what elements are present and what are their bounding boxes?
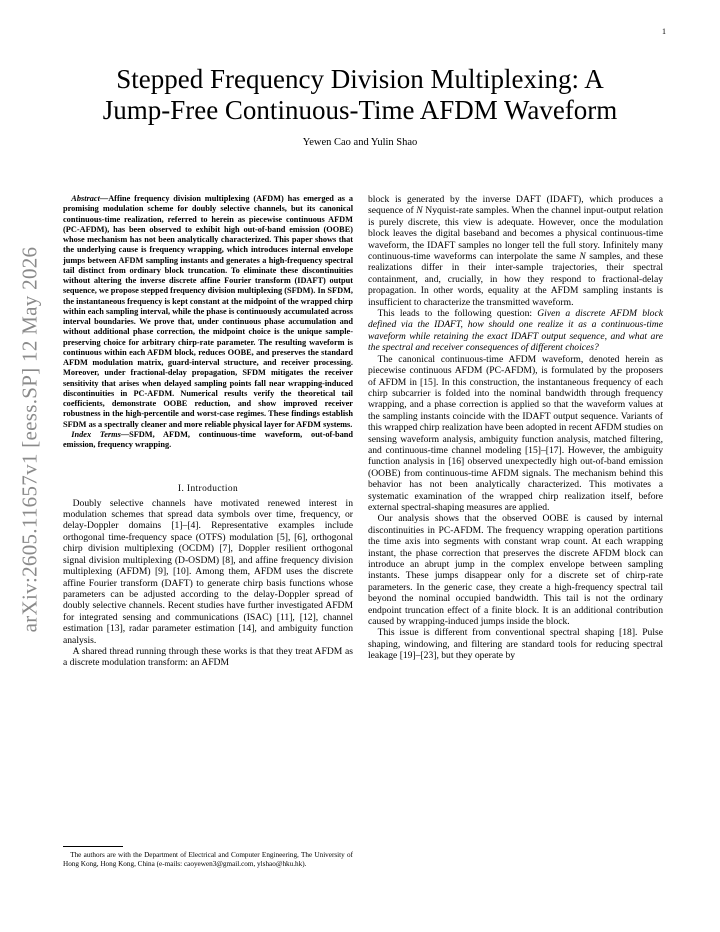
right-column [368, 194, 663, 662]
right-paragraph-5: This issue is different from conventional spectral shaping [18]. Pulse shaping, windowing, and filtering are standard tools for reducing spectral leakage [19]–[23], but they operate by [368, 627, 663, 662]
index-terms-text: —SFDM, AFDM, continuous-time waveform, out-of-band emission, frequency wrapping. [63, 429, 353, 449]
math-n-symbol: N [416, 205, 423, 217]
math-n-symbol: N [579, 251, 586, 263]
page-number: 1 [662, 27, 666, 36]
right-paragraph-1 [368, 194, 663, 308]
abstract-text: —Affine frequency division multiplexing (AFDM) has emerged as a promising modulation scheme for doubly selective channels, but its canonical continuous-time realization, referred to herein as piecewise continuous AFDM (PC-AFDM), has been observed to exhibit high out-of-band emission (OOBE) whose mechanism has not been analytically characterized. This paper shows that the underlying cause is frequency wrapping, which introduces internal envelope jumps between AFDM sampling instants and generates a high-frequency spectral tail distinct from ordinary block truncation. To eliminate these discontinuities without altering the inverse discrete affine Fourier transform (IDAFT) output sequence, we propose stepped frequency division multiplexing (SFDM). In SFDM, the instantaneous frequency is kept constant at the midpoint of the wrapped chirp within each sampling interval, while the phase is continuously accumulated across interval boundaries. We prove that, under continuous phase accumulation and without additional phase correction, the midpoint choice is the unique sample-preserving choice for arbitrary chirp-rate parameter. The resulting waveform is continuous within each AFDM block, reduces OOBE, and preserves the standard AFDM modulation matrix, guard-interval structure, and receiver processing. Moreover, under fractional-delay propagation, SFDM mitigates the receiver sensitivity that arises when delayed sampling points fall near wrapping-induced discontinuities in PC-AFDM. Numerical results verify the theoretical tail coefficients, demonstrate OOBE reduction, and show improved receiver robustness in the high-percentile and worst-case regimes. These findings establish SFDM as a spectrally cleaner and more reliable physical layer for AFDM systems. [63, 194, 353, 429]
right-paragraph-2 [368, 308, 663, 354]
index-terms-lead: Index Terms [71, 429, 121, 439]
abstract-lead: Abstract [71, 194, 100, 203]
paper-title-line-1: Stepped Frequency Division Multiplexing: A [116, 64, 604, 94]
intro-paragraph-2: A shared thread running through these works is that they treat AFDM as a discrete modulation transform: an AFDM [63, 645, 353, 669]
author-affiliation-footnote: The authors are with the Department of Electrical and Computer Engineering, The University of Hong Kong, Hong Kong, China (e-mails: caoyewen3@gmail.com, ylshao@hku.hk). [63, 851, 353, 868]
right-paragraph-1-part-b: Nyquist-rate samples. When the channel input-output relation is purely discrete, this view is adequate. However, once the modulation block leaves the digital baseband and becomes a physical continuous-time waveform, the IDAFT samples no longer tell the full story. Infinitely many continuous-time waveforms can interpolate the same [368, 205, 663, 263]
index-terms [63, 430, 353, 451]
left-column [63, 194, 353, 669]
arxiv-identifier-stamp [5, 212, 55, 667]
abstract [63, 194, 353, 430]
paper-title [60, 64, 660, 126]
arxiv-identifier-text: arXiv:2605.11657v1 [eess.SP] 12 May 2026 [17, 246, 42, 633]
right-paragraph-1-part-c: samples, and these realizations differ in their inter-sample trajectories, their spectral containment, and, crucially, in how they respond to fractional-delay propagation. In other words, equality at the AFDM sampling instants is insufficient to characterize the transmitted waveform. [368, 251, 663, 308]
research-question: Given a discrete AFDM block defined via the IDAFT, how should one realize it as a continuous-time waveform while retaining the exact IDAFT output sequence, and what are the spectral and receiver consequences of different choices? [368, 308, 663, 354]
author-list: Yewen Cao and Yulin Shao [302, 137, 418, 148]
intro-paragraph-1: Doubly selective channels have motivated renewed interest in modulation schemes that spread data symbols over time, frequency, or delay-Doppler domains [1]–[4]. Representative examples include orthogonal time-frequency space (OTFS) modulation [5], [6], orthogonal chirp division multiplexing (OCDM) [7], Doppler resilient orthogonal signal division multiplexing (D-OSDM) [8], and affine frequency division multiplexing (AFDM) [9], [10]. Among them, AFDM uses the discrete affine Fourier transform (DAFT) to generate chirp basis functions whose parameters can be adjusted according to the delay-Doppler spread of doubly selective channels. Recent studies have further investigated AFDM for integrated sensing and communications (ISAC) [11], [12], channel estimation [13], radar parameter estimation [14], and ambiguity function analysis. [63, 497, 353, 646]
right-paragraph-3: The canonical continuous-time AFDM waveform, denoted herein as piecewise continuous AFDM (PC-AFDM), is formulated by the proposers of AFDM in [15]. In this construction, the instantaneous frequency of each chirp subcarrier is folded into the nominal bandwidth through frequency wrapping, and a phase correction is applied so that the waveform values at the sampling instants coincide with the IDAFT output sequence. Variants of this wrapped chirp realization have been adopted in recent AFDM studies on sensing waveform analysis, ambiguity function analysis, matched filtering, and continuous-time channel modeling [15]–[17]. However, the ambiguity function analysis in [16] observed unexpectedly high out-of-band emission (OOBE) from continuous-time AFDM signals. The mechanism behind this behavior has not been analytically characterized. This motivates a systematic examination of the wrapped chirp realization itself, before external spectral-shaping measures are applied. [368, 353, 663, 513]
section-heading-introduction: I. Introduction [177, 484, 239, 495]
paper-title-line-2: Jump-Free Continuous-Time AFDM Waveform [102, 95, 618, 125]
right-paragraph-1-part-a: block is generated by the inverse DAFT (IDAFT), which produces a sequence of [368, 194, 663, 217]
right-paragraph-4: Our analysis shows that the observed OOBE is caused by internal discontinuities in PC-AFDM. The frequency wrapping operation partitions the time axis into segments with constant wrap count. At each wrapping instant, the phase correction that preserves the discrete AFDM block can introduce an abrupt jump in the complex envelope between sampling instants. These jumps disappear only for a discrete set of chirp-rate parameters. In the generic case, they create a high-frequency spectral tail beyond the nominal occupied bandwidth. This tail is not the ordinary endpoint truncation effect of a finite block. It is an additional contribution caused by wrapping-induced jumps inside the block. [368, 513, 663, 628]
right-paragraph-2-lead: This leads to the following question: [377, 308, 538, 320]
footnote-rule [63, 846, 123, 847]
